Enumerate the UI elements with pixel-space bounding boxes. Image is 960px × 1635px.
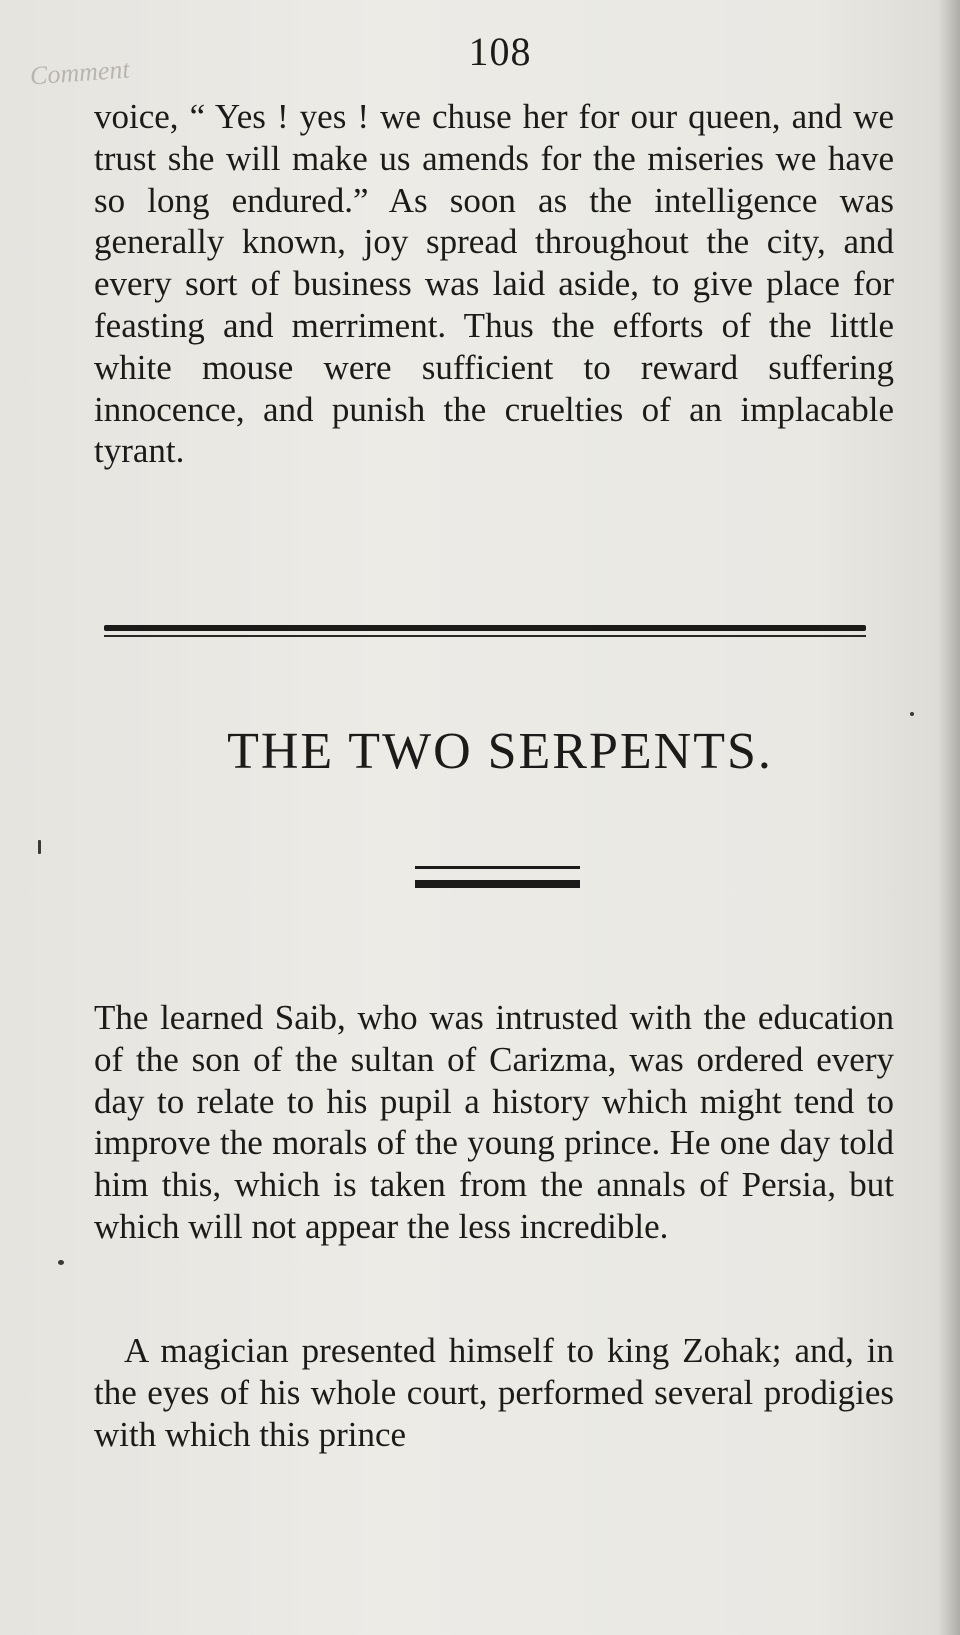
ink-speck xyxy=(910,712,914,716)
body-paragraph-2: A magician presented himself to king Zohak; and, in the eyes of his whole court, performed several prodigies with which this prince xyxy=(94,1331,894,1454)
page-edge-shadow xyxy=(938,0,960,1635)
ink-speck xyxy=(58,1260,64,1265)
section-divider-thick xyxy=(104,625,866,631)
chapter-title: THE TWO SERPENTS. xyxy=(227,723,773,780)
continuation-paragraph: voice, “ Yes ! yes ! we chuse her for our queen, and we trust she will make us amends for the miseries we have so long endured.” As soon as the intelligence was generally known, joy spread throughout the city, and every sort of business was laid aside, to give place for feasting and merriment. Thus the efforts of the little white mouse were sufficient to reward suffering innocence, and punish the cruelties of an implacable tyrant. xyxy=(94,97,894,471)
ink-speck xyxy=(38,840,41,854)
page-number: 108 xyxy=(468,29,532,74)
section-divider-thin xyxy=(104,635,866,637)
body-paragraph-1: The learned Saib, who was intrusted with the education of the son of the sultan of Carizma, was ordered every day to relate to his pupil a history which might tend to improve the morals of the young prince. He one day told him this, which is taken from the annals of Persia, but which will not appear the less incredible. xyxy=(94,998,894,1246)
title-ornament-thick xyxy=(415,880,580,888)
title-ornament-thin xyxy=(415,866,580,869)
pencil-margin-note: Comment xyxy=(29,54,131,91)
